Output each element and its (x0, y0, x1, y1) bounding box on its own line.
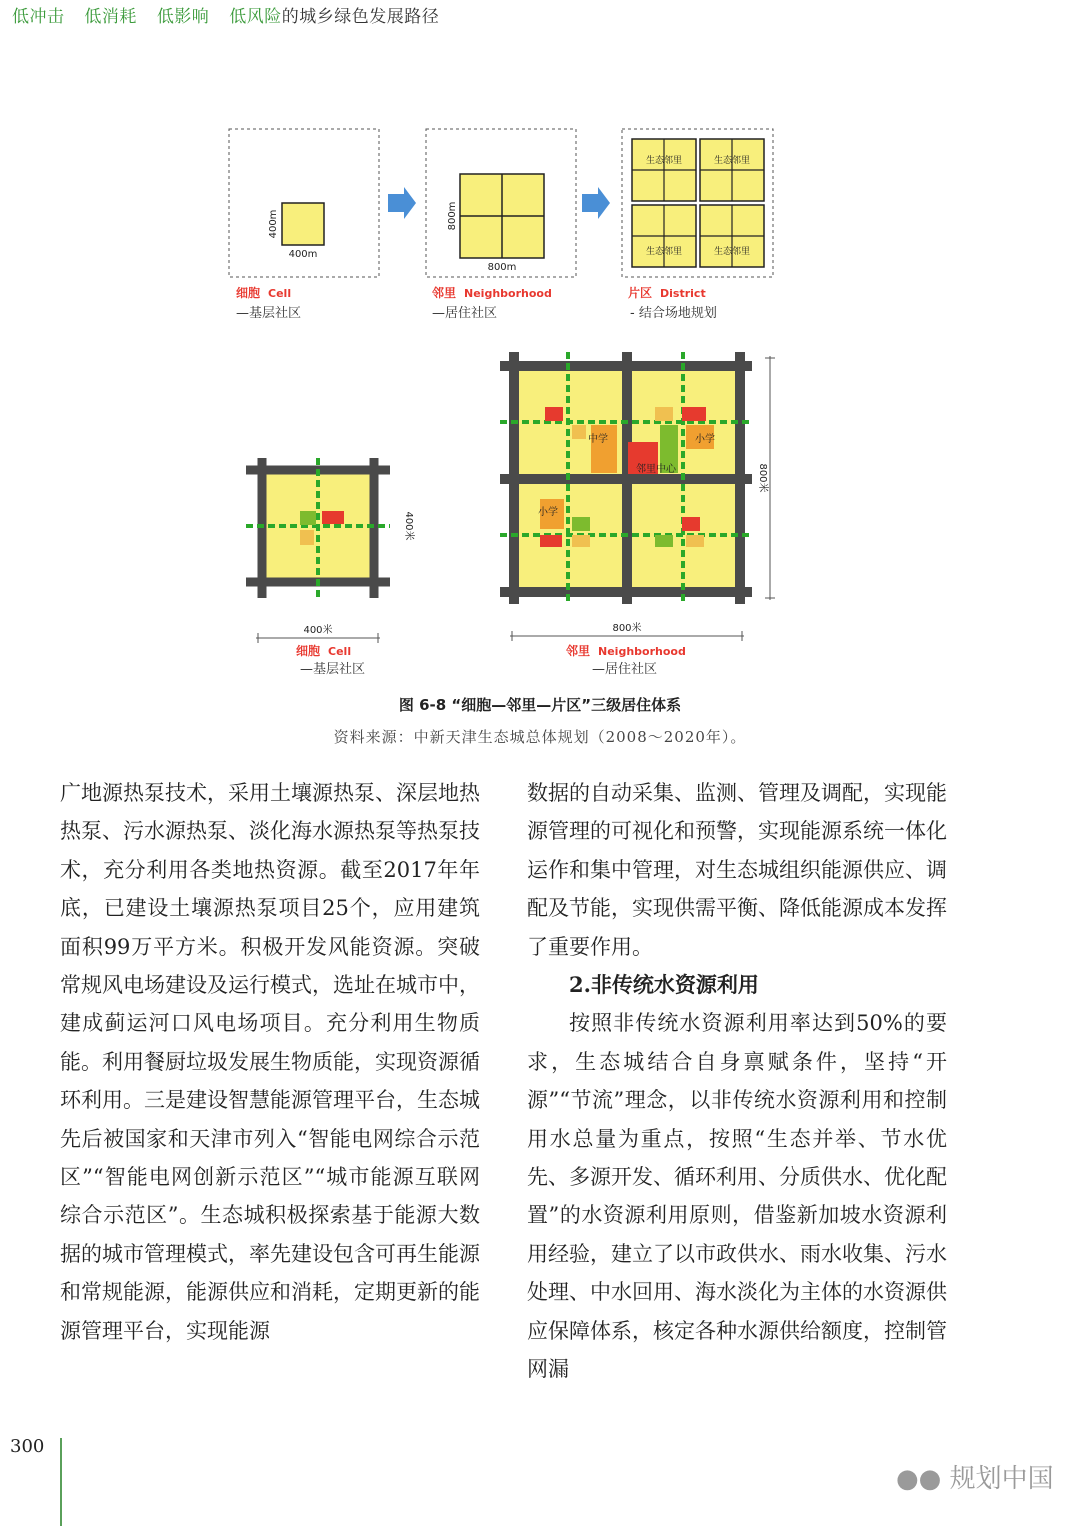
left-column (60, 774, 480, 1350)
header-keyword: 低冲击 (12, 7, 65, 27)
residential-system-figure (0, 0, 1080, 700)
arrow-right-icon (388, 187, 416, 219)
district-label-cn: 片区 (628, 286, 653, 300)
district-quad (632, 205, 696, 267)
right-column (527, 774, 947, 1389)
page-rule (60, 1438, 62, 1526)
district-cell-label: 生态邻里 (713, 156, 751, 166)
arrow-right-icon (582, 187, 610, 219)
district-quad (700, 139, 764, 201)
watermark-text: 规划中国 (949, 1464, 1054, 1494)
district-cell-label: 生态邻里 (645, 156, 683, 166)
cell-plan-dim-vertical: 400米 (403, 511, 414, 541)
district-label (628, 285, 706, 300)
section-heading: 2.非传统水资源利用 (569, 972, 759, 998)
cell-plan (246, 458, 390, 598)
figure-title: 图 6-8 “细胞—邻里—片区”三级居住体系 (398, 696, 682, 714)
neighborhood-label-en: Neighborhood (464, 287, 552, 300)
watermark (896, 1458, 1054, 1495)
cell-label-en: Cell (268, 287, 292, 300)
neighborhood-dim-vertical: 800m (447, 201, 458, 231)
header-keyword: 低消耗 (84, 7, 137, 27)
figure-source: 资料来源：中新天津生态城总体规划（2008～2020年）。 (333, 728, 747, 746)
district-caption: - 结合场地规划 (630, 306, 717, 321)
body-paragraph: 按照非传统水资源利用率达到50%的要求，生态城结合自身禀赋条件，坚持“开源”“节流”理念，以非传统水资源利用和控制用水总量为重点，按照“生态并举、节水优先、多源开发、循环利用、分质供水、优化配置”的水资源利用原则，借鉴新加坡水资源利用经验，建立了以市政供水、雨水收集、污水处理、中水回用、海水淡化为主体的水资源供应保障体系，核定各种水源供给额度，控制管网漏 (527, 1011, 947, 1382)
neighborhood-plan-dim-vertical: 800米 (757, 463, 768, 493)
neighborhood-center-label: 邻里中心 (636, 464, 676, 475)
neighborhood-label (431, 285, 552, 300)
body-paragraph: 数据的自动采集、监测、管理及调配，实现能源管理的可视化和预警，实现能源系统一体化运作和集中管理，对生态城组织能源供应、调配及节能，实现供需平衡、降低能源成本发挥了重要作用。 (527, 781, 947, 959)
primary-school-label: 小学 (695, 434, 715, 445)
neighborhood-caption: —居住社区 (432, 306, 498, 321)
primary-school-label: 小学 (538, 507, 558, 518)
header-keyword: 低风险 (229, 7, 282, 27)
district-label-en: District (660, 287, 706, 300)
cell-plan-dim-horizontal: 400米 (303, 625, 333, 636)
neighborhood-plan-label-cn: 邻里 (566, 644, 591, 658)
district-cell-label: 生态邻里 (645, 247, 683, 257)
cell-plan-label-cn: 细胞 (296, 644, 321, 658)
neighborhood-plan (500, 352, 752, 604)
cell-label (236, 285, 291, 300)
cell-dim-vertical: 400m (268, 209, 279, 239)
district-cell-label: 生态邻里 (713, 247, 751, 257)
body-paragraph: 广地源热泵技术，采用土壤源热泵、深层地热热泵、污水源热泵、淡化海水源热泵等热泵技术，充分利用各类地热资源。截至2017年年底，已建设土壤源热泵项目25个，应用建筑面积99万平方米。积极开发风能资源。突破常规风电场建设及运行模式，选址在城市中，建成蓟运河口风电场项目。充分利用生物质能。利用餐厨垃圾发展生物质能，实现资源循环利用。三是建设智慧能源管理平台，生态城先后被国家和天津市列入“智能电网综合示范区”“智能电网创新示范区”“城市能源互联网综合示范区”。生态城积极探索基于能源大数据的城市管理模式，率先建设包含可再生能源和常规能源，能源供应和消耗，定期更新的能源管理平台，实现能源 (60, 781, 480, 1343)
neighborhood-dim-horizontal: 800m (487, 262, 517, 273)
neighborhood-plan-caption: —居住社区 (592, 662, 658, 677)
neighborhood-plan-dim-horizontal: 800米 (612, 623, 642, 634)
wechat-icon: ●● (896, 1464, 942, 1494)
cell-caption: —基层社区 (236, 306, 302, 321)
neighborhood-plan-label-en: Neighborhood (598, 645, 686, 658)
cell-label-cn: 细胞 (236, 286, 261, 300)
district-quad (632, 139, 696, 201)
neighborhood-plan-label (565, 643, 686, 658)
cell-block (282, 203, 324, 245)
middle-school-label: 中学 (588, 434, 608, 445)
header-keyword: 低影响 (156, 7, 210, 27)
cell-plan-caption: —基层社区 (300, 662, 366, 677)
cell-plan-label (296, 643, 351, 658)
cell-dim-horizontal: 400m (288, 249, 318, 260)
header-title-suffix: 的城乡绿色发展路径 (281, 7, 440, 27)
page-number: 300 (10, 1436, 45, 1457)
cell-plan-label-en: Cell (328, 645, 352, 658)
neighborhood-label-cn: 邻里 (432, 286, 457, 300)
district-quad (700, 205, 764, 267)
